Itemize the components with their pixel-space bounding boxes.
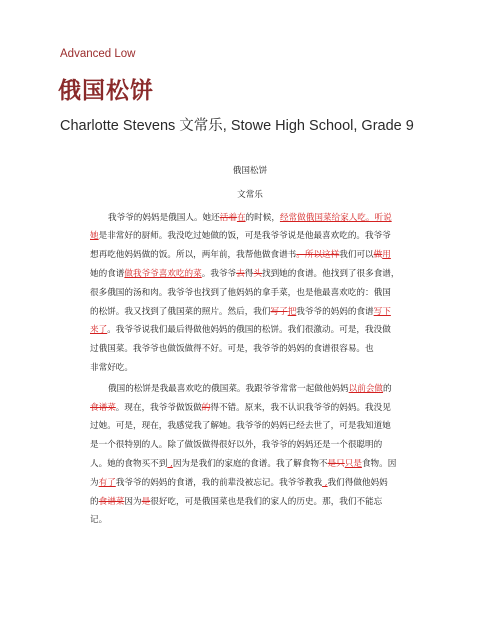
insertion-caret: ,: [322, 477, 328, 488]
text: 是非常好的厨师。我没吃过她做的饭，可是我爷爷说是他最喜欢吃的。我爷爷: [98, 231, 391, 242]
text: 为: [90, 477, 99, 488]
text: 找到她的食谱。他找到了很多食谱，: [261, 268, 400, 279]
deletion-mark: 食谱菜: [98, 496, 125, 507]
insertion-mark: 以前会做: [348, 383, 384, 394]
text-line: [90, 455, 410, 474]
text: 我爷爷的妈妈是俄国人。她还: [108, 212, 220, 223]
text: 食物。因: [361, 458, 397, 469]
deletion-mark: 活着: [219, 212, 237, 223]
text: 她的食谱: [90, 268, 125, 279]
text-line: [90, 265, 410, 284]
insertion-mark: 写下: [373, 306, 391, 317]
author-line: Charlotte Stevens 文常乐, Stowe High School, Grade 9: [60, 118, 414, 134]
text: 非常好吃。: [90, 362, 133, 373]
text: 因为: [124, 496, 142, 507]
deletion-mark: 写了: [270, 306, 288, 317]
text-line: [90, 417, 410, 436]
deletion-mark: 头: [253, 268, 262, 279]
deletion-mark: 是: [141, 496, 151, 507]
text: 俄国的松饼是我最喜欢吃的俄国菜。我跟爷爷常常一起做他妈妈: [108, 383, 349, 394]
text-line: [90, 246, 410, 265]
insertion-caret: ,: [167, 458, 173, 469]
deletion-mark: 的: [201, 402, 211, 413]
insertion-mark: 她: [90, 231, 99, 242]
text-line: [90, 359, 410, 378]
text-line: [90, 399, 410, 418]
text-line: [90, 209, 410, 228]
text: 因为是我们的家庭的食谱。我了解食物不: [172, 458, 328, 469]
paragraph-2: [90, 380, 410, 399]
essay-author: 文常乐: [237, 189, 263, 200]
paragraph-2-cont: [90, 399, 410, 531]
text-line: [90, 474, 410, 493]
text-line: [90, 321, 410, 340]
text: 的: [90, 496, 99, 507]
text: 我爷爷的妈妈的食谱，我的前辈没被忘记。我爷爷教我: [115, 477, 323, 488]
deletion-mark: 去: [236, 268, 245, 279]
deletion-mark: 食谱菜: [90, 402, 116, 413]
essay-body: [90, 162, 410, 530]
text: 的松饼。我又找到了俄国菜的照片。然后，我们: [90, 306, 271, 317]
insertion-mark: 来了: [90, 325, 108, 336]
text: 人。她的食物买不到: [90, 458, 168, 469]
text-line: [90, 284, 410, 303]
paragraph-1: [90, 209, 410, 228]
text: 的: [383, 383, 392, 394]
insertion-mark: 做我爷爷喜欢吃的菜: [124, 268, 202, 279]
text-line: [90, 340, 410, 359]
insertion-mark: 在: [236, 212, 246, 223]
text: 我们得做他妈妈: [327, 477, 388, 488]
text: 我爷爷的妈妈的食谱: [296, 306, 374, 317]
text: 想再吃他妈妈做的饭。所以，两年前，我帮他做食谱书: [90, 250, 297, 261]
text: 得: [244, 268, 254, 279]
essay-title: 俄国松饼: [232, 166, 268, 176]
text-line: [90, 493, 410, 512]
paragraph-1-cont: [90, 227, 410, 377]
text: 很多俄国的汤和肉。我爷爷也找到了他妈妈的拿手菜，也是他最喜欢吃的：俄国: [90, 287, 391, 298]
text-line: [90, 227, 410, 246]
text-line: [90, 436, 410, 455]
insertion-mark: 经常做俄国菜给家人吃。听说: [279, 212, 392, 223]
proficiency-level: Advanced Low: [60, 48, 136, 60]
insertion-mark: 有了: [98, 477, 116, 488]
deletion-mark: 做: [373, 250, 383, 261]
text: 得不错。原来，我不认识我爷爷的妈妈。我没见: [210, 402, 391, 413]
insertion-mark: 用: [382, 250, 391, 261]
insertion-mark: 只是: [344, 458, 362, 469]
text: 我们可以: [339, 250, 374, 261]
text-line: [90, 303, 410, 322]
text: 记。: [90, 515, 108, 526]
text: 。现在，我爷爷做饭做: [115, 402, 202, 413]
text: 过俄国菜。我爷爷也做饭做得不好。可是，我爷爷的妈妈的食谱很容易。也: [90, 344, 374, 355]
text: 是一个很特别的人。除了做饭做得很好以外，我爷爷的妈妈还是一个很聪明的: [90, 440, 383, 451]
deletion-mark: 。所以这样: [296, 250, 340, 261]
insertion-mark: 把: [287, 306, 297, 317]
text: 过她。可是，现在，我感觉我了解她。我爷爷的妈妈已经去世了，可是我知道她: [90, 421, 391, 432]
text: 。我爷爷: [201, 268, 237, 279]
text-line: [90, 380, 410, 399]
text: 很好吃，可是俄国菜也是我们的家人的历史。那，我们不能忘: [150, 496, 383, 507]
text-line: [90, 511, 410, 530]
deletion-mark: 是只: [327, 458, 345, 469]
text: 。我爷爷说我们最后得做他妈妈的俄国的松饼。我们很激动。可是，我没做: [107, 325, 391, 336]
page-title: 俄国松饼: [58, 78, 154, 104]
text: 的时候，: [245, 212, 280, 223]
